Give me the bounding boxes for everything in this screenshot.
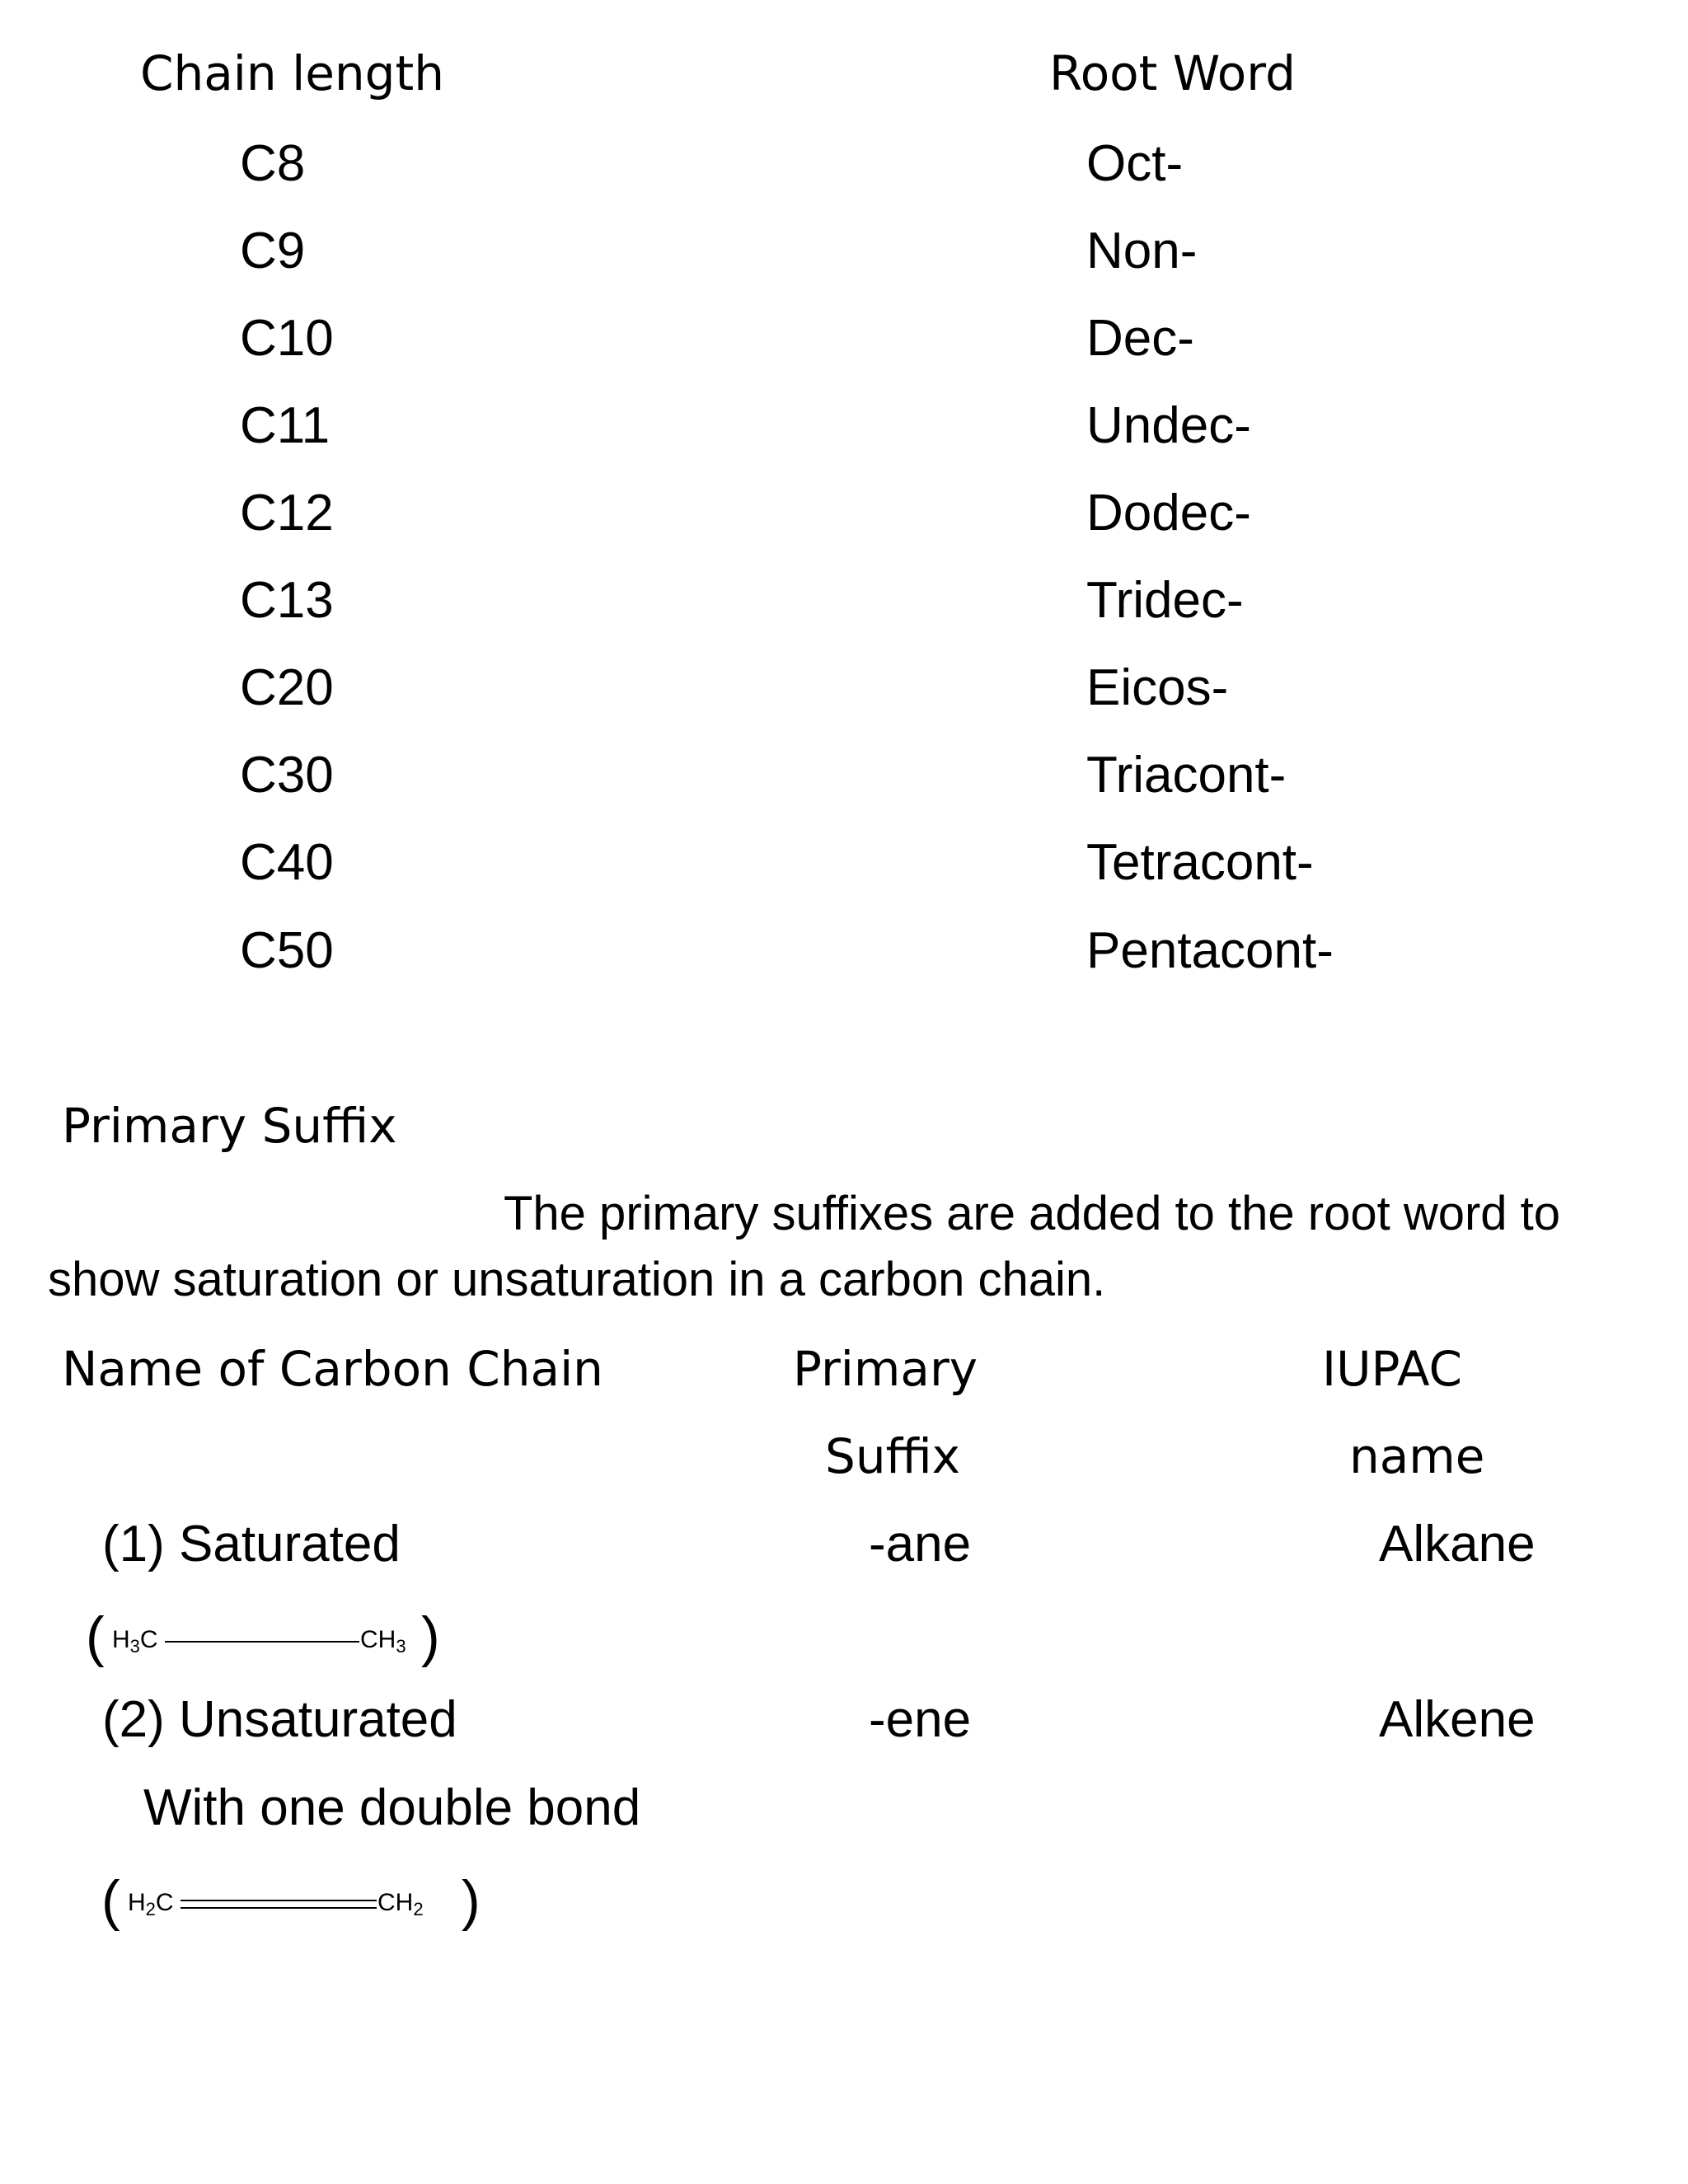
chain-length-cell: C30 xyxy=(240,747,334,804)
close-parenthesis: ) xyxy=(462,1869,481,1932)
root-word-cell: Tetracont- xyxy=(1086,834,1314,891)
root-word-cell: Tridec- xyxy=(1086,572,1244,629)
suffix-cell: -ane xyxy=(869,1516,972,1572)
header-primary: Primary xyxy=(793,1341,978,1397)
chain-name-cell: (2) Unsaturated xyxy=(102,1691,457,1748)
root-word-cell: Pentacont- xyxy=(1086,922,1334,979)
header-root-word: Root Word xyxy=(1049,45,1296,101)
chain-length-cell: C9 xyxy=(240,223,306,279)
formula-left-group: $H_2C$ xyxy=(128,1889,174,1919)
double-bond-line-bottom xyxy=(181,1907,377,1909)
header-suffix: Suffix xyxy=(825,1428,960,1484)
root-word-cell: Undec- xyxy=(1086,397,1251,454)
header-chain-length: Chain length xyxy=(140,45,444,101)
chain-note: With one double bond xyxy=(143,1779,641,1836)
root-word-cell: Dodec- xyxy=(1086,485,1251,541)
formula-left-group: $H_3C$ xyxy=(112,1626,158,1657)
double-bond-line-top xyxy=(181,1900,377,1901)
description-line-1: The primary suffixes are added to the root word to xyxy=(504,1187,1561,1240)
header-name-of-carbon-chain: Name of Carbon Chain xyxy=(62,1341,603,1397)
single-bond-line xyxy=(165,1641,359,1643)
chain-length-cell: C12 xyxy=(240,485,334,541)
iupac-name-cell: Alkene xyxy=(1379,1691,1536,1748)
root-word-cell: Triacont- xyxy=(1086,747,1287,804)
chain-length-cell: C8 xyxy=(240,135,306,192)
root-word-cell: Non- xyxy=(1086,223,1198,279)
suffix-cell: -ene xyxy=(869,1691,972,1748)
chain-length-cell: C10 xyxy=(240,310,334,367)
close-parenthesis: ) xyxy=(421,1605,440,1668)
chain-length-cell: C50 xyxy=(240,922,334,979)
root-word-cell: Oct- xyxy=(1086,135,1184,192)
header-name: name xyxy=(1349,1428,1485,1484)
chain-length-cell: C20 xyxy=(240,659,334,716)
section-heading-primary-suffix: Primary Suffix xyxy=(62,1098,397,1154)
chain-name-cell: (1) Saturated xyxy=(102,1516,401,1572)
open-parenthesis: ( xyxy=(86,1605,105,1668)
open-parenthesis: ( xyxy=(101,1869,120,1932)
formula-right-group: $CH_3$ xyxy=(360,1626,406,1657)
chain-length-cell: C40 xyxy=(240,834,334,891)
formula-right-group: $CH_2$ xyxy=(377,1889,424,1919)
root-word-cell: Eicos- xyxy=(1086,659,1229,716)
description-line-2: show saturation or unsaturation in a carbon chain. xyxy=(48,1253,1106,1306)
header-iupac: IUPAC xyxy=(1322,1341,1462,1397)
iupac-name-cell: Alkane xyxy=(1379,1516,1536,1572)
chain-length-cell: C11 xyxy=(240,397,331,454)
chain-length-cell: C13 xyxy=(240,572,334,629)
root-word-cell: Dec- xyxy=(1086,310,1194,367)
